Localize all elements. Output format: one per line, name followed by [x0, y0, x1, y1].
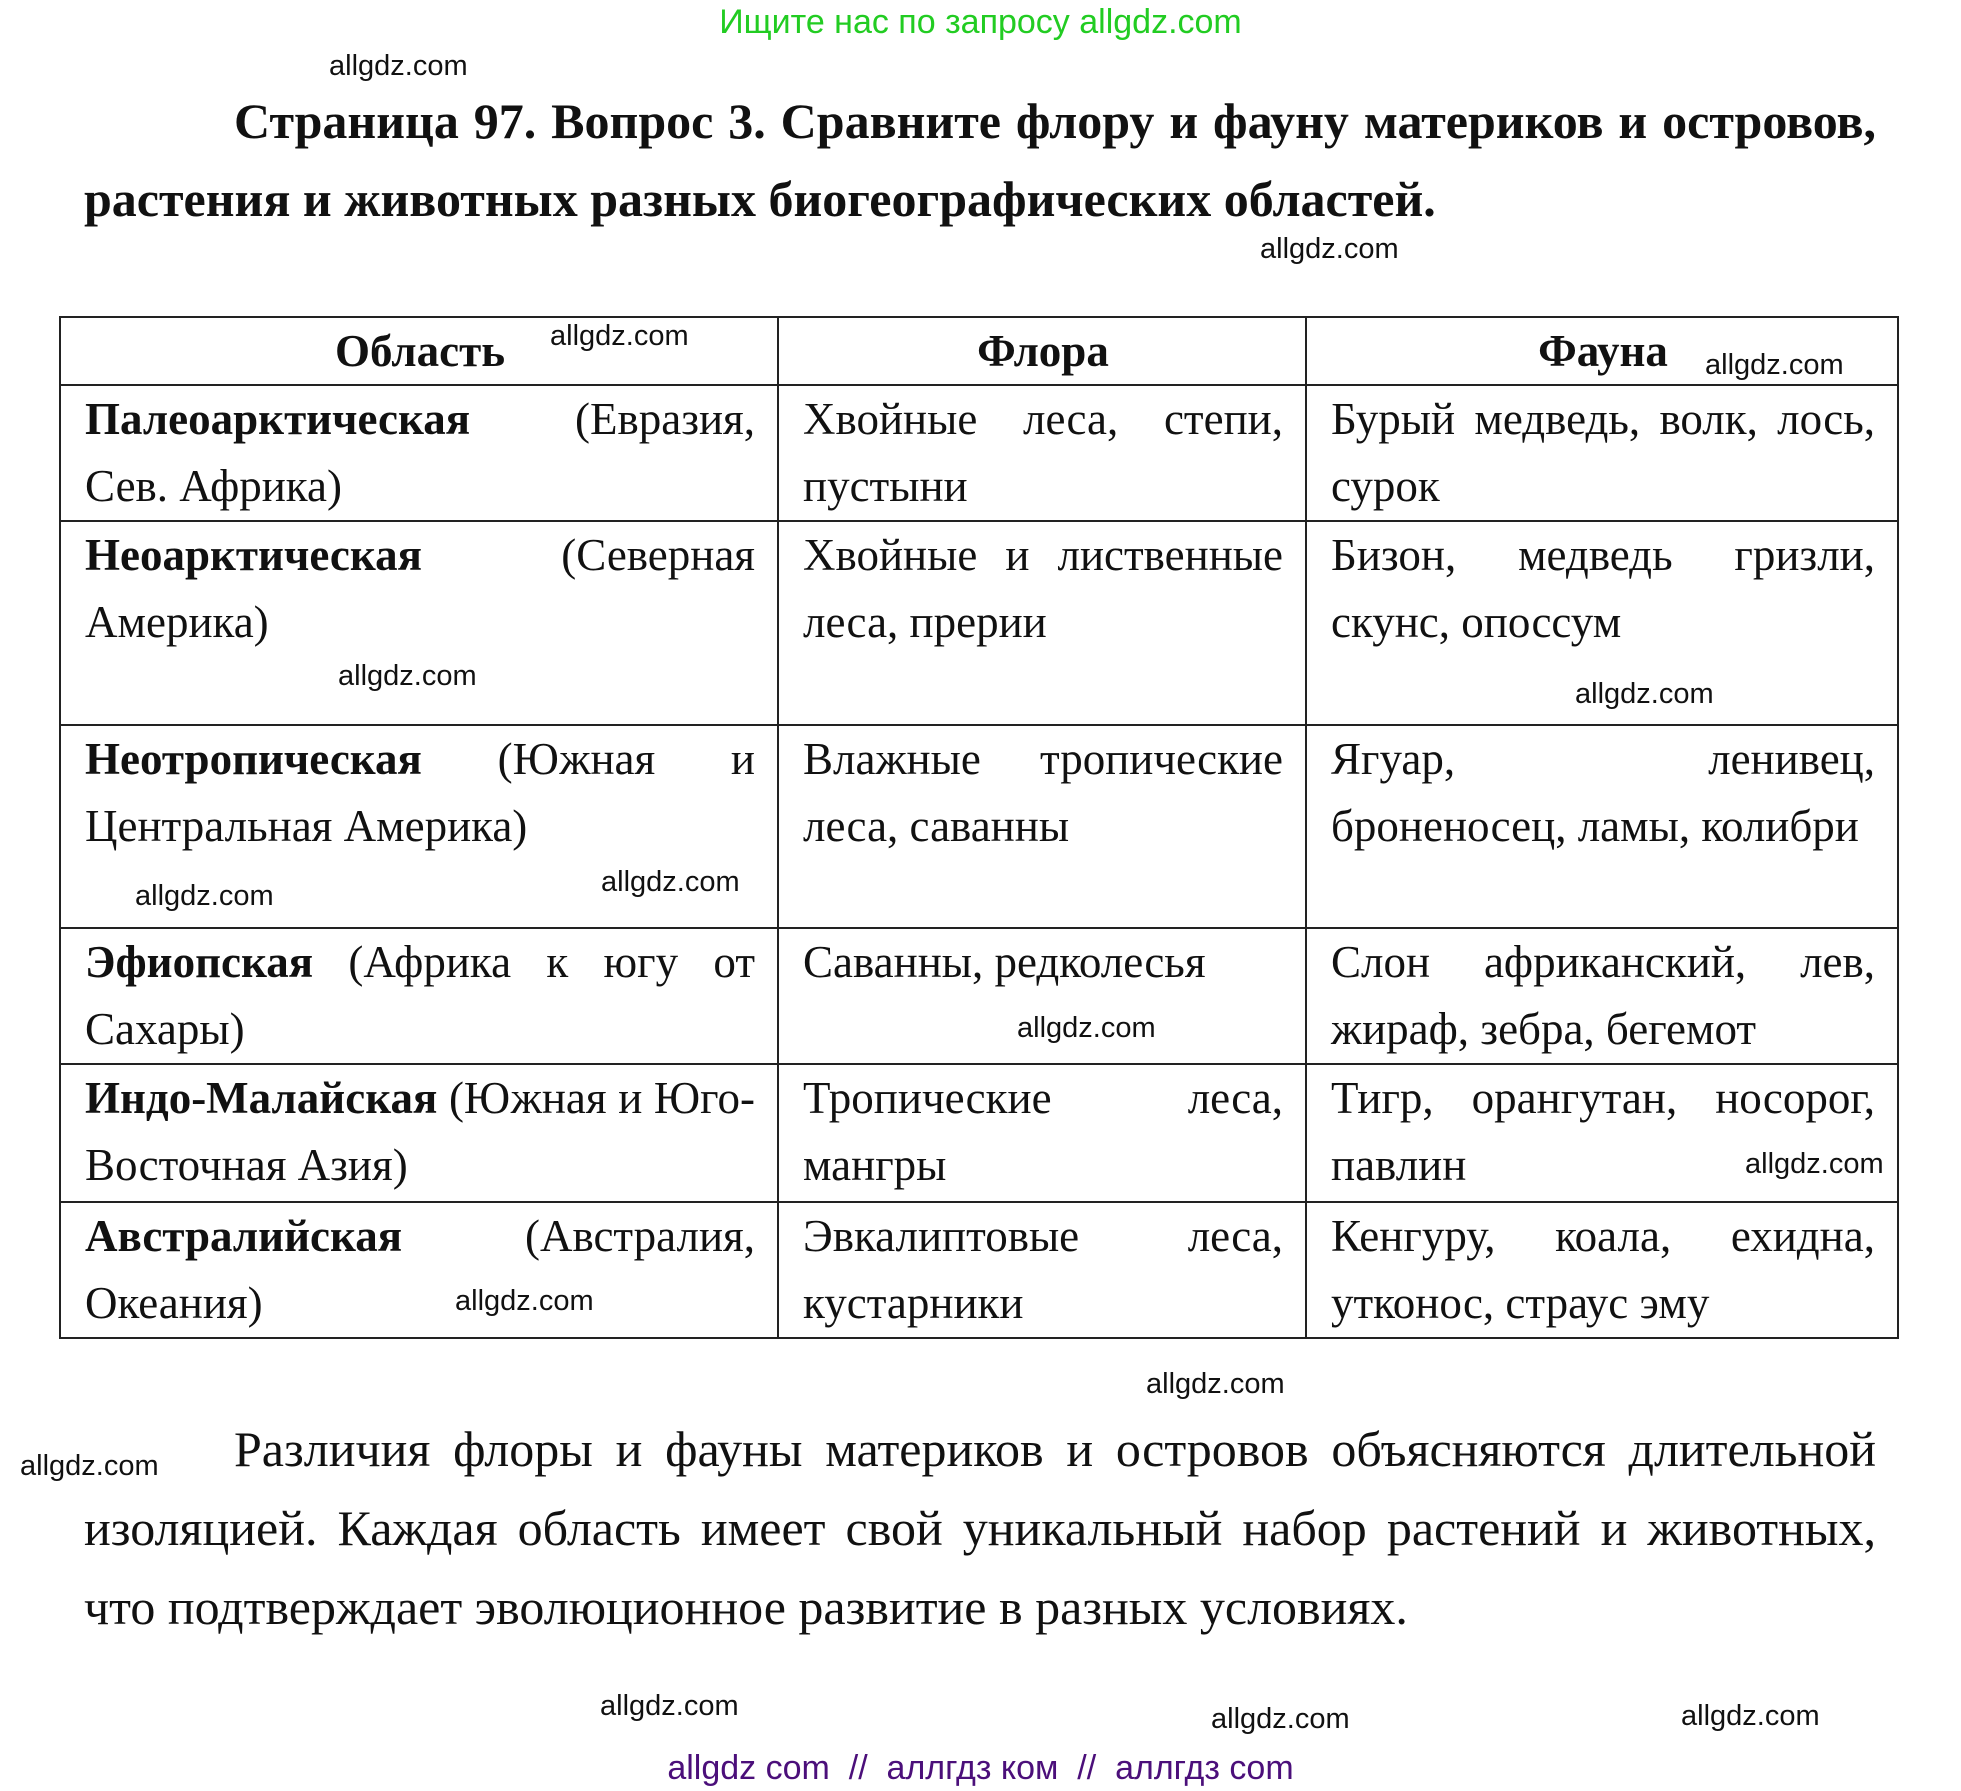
- flora-cell: Хвойные и лиственные леса, прерии: [778, 521, 1306, 725]
- table-row: [60, 1064, 1898, 1202]
- header-flora: Флора: [778, 317, 1306, 385]
- region-extent: (Южная и Юго-Восточная Азия): [85, 1073, 755, 1190]
- watermark: allgdz.com: [550, 320, 689, 352]
- fauna-cell: Ягуар, ленивец, броненосец, ламы, колибри: [1306, 725, 1898, 928]
- table-header-row: [60, 317, 1898, 385]
- region-cell: [60, 385, 778, 521]
- flora-cell: Эвкалиптовые леса, кустарники: [778, 1202, 1306, 1338]
- watermark: allgdz.com: [601, 866, 740, 898]
- search-banner: Ищите нас по запросу allgdz.com: [719, 3, 1242, 41]
- watermark: allgdz.com: [135, 880, 274, 912]
- region-name: Австралийская: [85, 1211, 403, 1261]
- answer-paragraph: Различия флоры и фауны материков и островов объясняются длительной изоляцией. Каждая область имеет свой уникальный набор растений и животных, что подтверждает эволюционное развитие в разных условиях.: [84, 1421, 1876, 1635]
- watermark: allgdz.com: [1017, 1012, 1156, 1044]
- watermark: allgdz.com: [600, 1690, 739, 1722]
- region-name: Индо-Малайская: [85, 1073, 438, 1123]
- region-extent: (Австралия, Океания): [85, 1211, 755, 1328]
- fauna-cell: Бизон, медведь гризли, скунс, опоссум: [1306, 521, 1898, 725]
- header-fauna: Фауна: [1306, 317, 1898, 385]
- watermark: allgdz.com: [329, 50, 468, 82]
- watermark: allgdz.com: [1575, 678, 1714, 710]
- region-name: Неоарктическая: [85, 530, 422, 580]
- region-extent: (Южная и Центральная Америка): [85, 734, 756, 851]
- region-extent: (Северная Америка): [85, 530, 755, 647]
- watermark: allgdz.com: [20, 1450, 159, 1482]
- flora-cell: Хвойные леса, степи, пустыни: [778, 385, 1306, 521]
- fauna-cell: Слон африканский, лев, жираф, зебра, бегемот: [1306, 928, 1898, 1064]
- fauna-cell: Тигр, орангутан, носорог, павлин: [1306, 1064, 1898, 1202]
- watermark: allgdz.com: [1260, 233, 1399, 265]
- bottom-watermark-links: allgdz com // аллгдз ком // аллгдз com: [667, 1749, 1294, 1787]
- region-name: Неотропическая: [85, 734, 422, 784]
- watermark: allgdz.com: [1705, 349, 1844, 381]
- biogeographic-table: [59, 316, 1899, 1339]
- flora-cell: Саванны, редколесья: [778, 928, 1306, 1064]
- region-extent: (Африка к югу от Сахары): [85, 937, 755, 1054]
- watermark: allgdz.com: [1146, 1368, 1285, 1400]
- region-cell: [60, 928, 778, 1064]
- region-cell: [60, 521, 778, 725]
- page-title: Страница 97. Вопрос 3. Сравните флору и фауну материков и островов, растения и животных разных биогеографических областей.: [84, 93, 1876, 227]
- table-row: [60, 725, 1898, 928]
- region-extent: (Евразия, Сев. Африка): [85, 394, 755, 511]
- table-row: [60, 928, 1898, 1064]
- watermark: allgdz.com: [1211, 1703, 1350, 1735]
- region-name: Эфиопская: [85, 937, 314, 987]
- flora-cell: Влажные тропические леса, саванны: [778, 725, 1306, 928]
- table-row: [60, 385, 1898, 521]
- header-region: Область: [60, 317, 778, 385]
- region-cell: [60, 1202, 778, 1338]
- fauna-cell: Кенгуру, коала, ехидна, утконос, страус эму: [1306, 1202, 1898, 1338]
- watermark: allgdz.com: [455, 1285, 594, 1317]
- fauna-cell: Бурый медведь, волк, лось, сурок: [1306, 385, 1898, 521]
- watermark: allgdz.com: [1681, 1700, 1820, 1732]
- table-row: [60, 1202, 1898, 1338]
- flora-cell: Тропические леса, мангры: [778, 1064, 1306, 1202]
- watermark: allgdz.com: [1745, 1148, 1884, 1180]
- region-name: Палеоарктическая: [85, 394, 471, 444]
- watermark: allgdz.com: [338, 660, 477, 692]
- region-cell: [60, 1064, 778, 1202]
